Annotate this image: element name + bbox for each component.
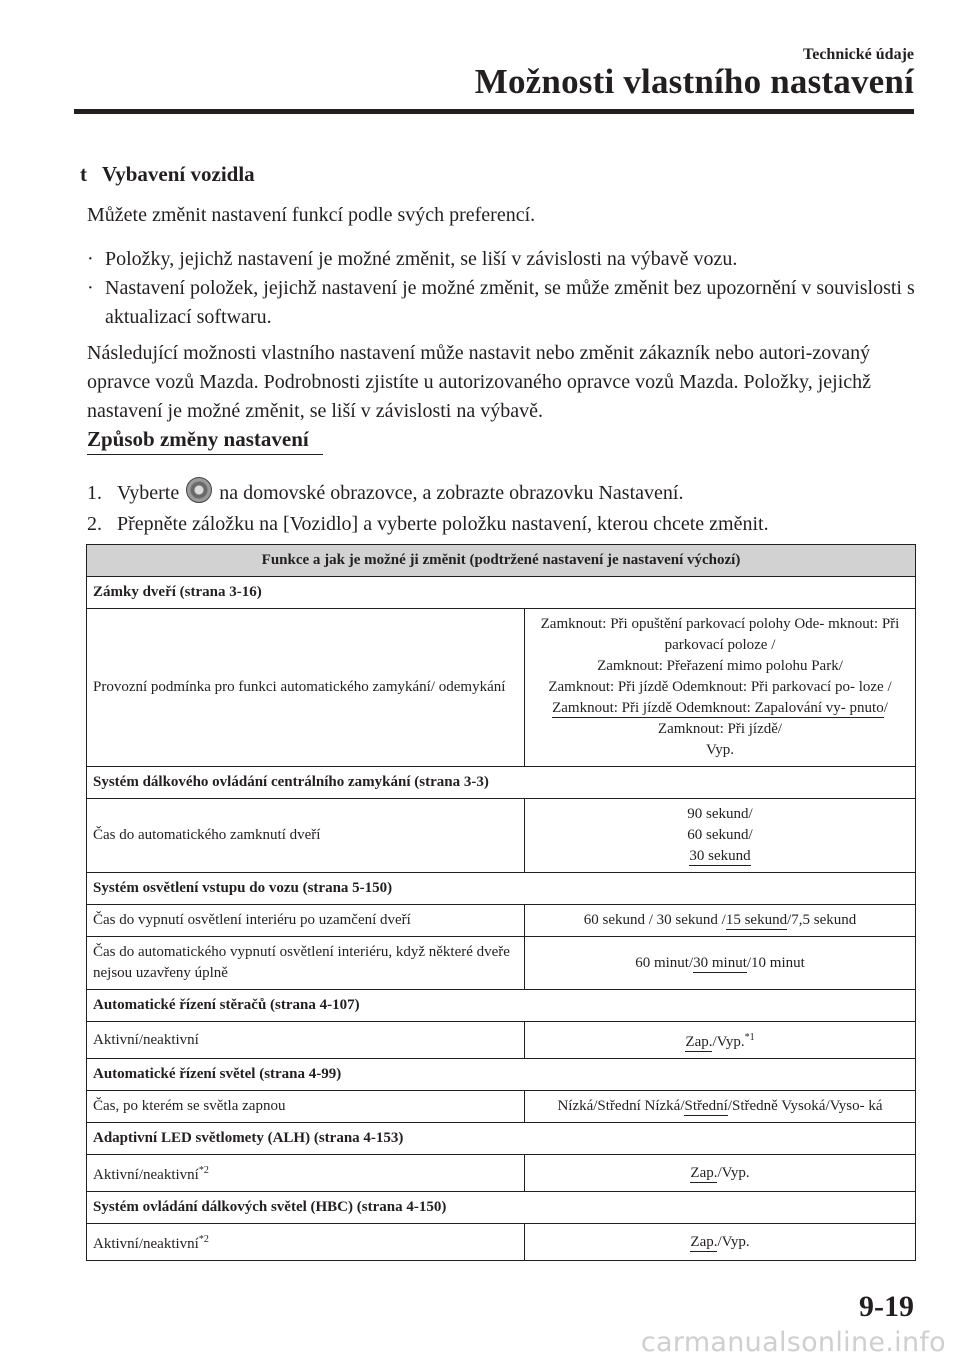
category-hbc: Systém ovládání dálkových světel (HBC) (strana 4-150) bbox=[87, 1192, 916, 1224]
step-text: Přepněte záložku na [Vozidlo] a vyberte položku nastavení, kterou chcete změnit. bbox=[117, 513, 769, 535]
category-lights: Automatické řízení světel (strana 4-99) bbox=[87, 1059, 916, 1091]
body-paragraph: Následující možnosti vlastního nastavení může nastavit nebo změnit zákazník nebo autori-zovaný opravce vozů Mazda. Podrobnosti zjistíte u autorizovaného opravce vozů Mazda. Položky, jejichž nastavení je možné změnit, se liší v závislosti na výbavě. bbox=[87, 342, 872, 422]
bullet-list bbox=[87, 245, 917, 332]
table-category-row bbox=[87, 1059, 916, 1091]
row-label: Čas do automatického vypnutí osvětlení interiéru, když některé dveře nejsou uzavřeny úplně bbox=[87, 937, 525, 990]
default-value: 15 sekund bbox=[725, 912, 788, 928]
row-value bbox=[525, 1155, 916, 1192]
table-row bbox=[87, 799, 916, 873]
row-label: Čas do automatického zamknutí dveří bbox=[87, 799, 525, 873]
value-option bbox=[531, 698, 909, 719]
row-value bbox=[525, 937, 916, 990]
settings-table bbox=[86, 544, 916, 1261]
value-option bbox=[531, 846, 909, 867]
value-text: /Vyp. bbox=[717, 1233, 750, 1250]
step-text: na domovské obrazovce, a zobrazte obrazovku Nastavení. bbox=[219, 482, 684, 504]
table-category-row bbox=[87, 1192, 916, 1224]
category-wipers: Automatické řízení stěračů (strana 4-107) bbox=[87, 990, 916, 1022]
category-remote-lock: Systém dálkového ovládání centrálního zamykání (strana 3-3) bbox=[87, 767, 916, 799]
row-label: Čas, po kterém se světla zapnou bbox=[87, 1091, 525, 1123]
header-section-label: Technické údaje bbox=[803, 46, 914, 63]
default-value: Zap. bbox=[690, 1164, 718, 1181]
table-category-row bbox=[87, 577, 916, 609]
row-label: Čas do vypnutí osvětlení interiéru po uzamčení dveří bbox=[87, 905, 525, 937]
step-number: 1. bbox=[87, 482, 102, 504]
value-option: 60 sekund/ bbox=[687, 827, 753, 843]
table-category-row bbox=[87, 767, 916, 799]
section-heading-text: Vybavení vozidla bbox=[102, 162, 255, 186]
row-label: Aktivní/neaktivní bbox=[87, 1022, 525, 1059]
subheading-underline bbox=[87, 454, 323, 455]
default-value: 30 minut bbox=[693, 954, 747, 971]
value-text: /Vyp. bbox=[717, 1164, 750, 1181]
value-option: Vyp. bbox=[706, 742, 734, 758]
step-1 bbox=[87, 477, 769, 509]
value-option: Zamknout: Přeřazení mimo polohu Park/ bbox=[597, 658, 843, 674]
page-title: Možnosti vlastního nastavení bbox=[474, 62, 914, 101]
value-option: Zamknout: Při opuštění parkovací polohy Ode- mknout: Při parkovací poloze / bbox=[540, 616, 900, 653]
value-text: /7,5 sekund bbox=[787, 912, 857, 928]
step-text: Vyberte bbox=[117, 482, 180, 504]
table-row bbox=[87, 1022, 916, 1059]
row-value bbox=[525, 905, 916, 937]
table-header-row bbox=[87, 545, 916, 577]
table-category-row bbox=[87, 1123, 916, 1155]
intro-paragraph: Můžete změnit nastavení funkcí podle svých preferencí. bbox=[87, 204, 536, 226]
footnote-ref: *1 bbox=[744, 1032, 755, 1043]
subheading: Způsob změny nastavení bbox=[87, 427, 309, 451]
row-label bbox=[87, 1224, 525, 1261]
value-option: Zamknout: Při jízdě Odemknout: Při parkovací po- loze / bbox=[548, 679, 892, 695]
bullet-text: Položky, jejichž nastavení je možné změnit, se liší v závislosti na výbavě vozu. bbox=[105, 248, 738, 270]
default-value: Zamknout: Při jízdě Odemknout: Zapalování vy- pnuto bbox=[552, 700, 884, 716]
bullet-dot: · bbox=[87, 277, 94, 299]
table-row bbox=[87, 609, 916, 767]
steps-list bbox=[87, 477, 769, 540]
row-value bbox=[525, 609, 916, 767]
settings-gear-icon bbox=[186, 477, 212, 503]
row-value bbox=[525, 1091, 916, 1123]
default-value: Střední bbox=[684, 1098, 728, 1114]
category-alh: Adaptivní LED světlomety (ALH) (strana 4-153) bbox=[87, 1123, 916, 1155]
value-separator: / bbox=[883, 700, 888, 716]
step-number: 2. bbox=[87, 513, 102, 535]
bullet-dot: · bbox=[87, 248, 94, 270]
value-text: /10 minut bbox=[746, 954, 805, 971]
table-row bbox=[87, 1155, 916, 1192]
value-text: /Vyp. bbox=[712, 1034, 745, 1050]
bullet-item bbox=[87, 245, 917, 274]
footnote-ref: *2 bbox=[198, 1165, 209, 1176]
row-label bbox=[87, 1155, 525, 1192]
page-number: 9-19 bbox=[859, 1290, 914, 1323]
category-entry-light: Systém osvětlení vstupu do vozu (strana 5-150) bbox=[87, 873, 916, 905]
row-label: Provozní podmínka pro funkci automatického zamykání/ odemykání bbox=[87, 609, 525, 767]
row-value bbox=[525, 799, 916, 873]
value-text: 60 sekund / 30 sekund / bbox=[583, 912, 726, 928]
value-text: Nízká/Střední Nízká/ bbox=[557, 1098, 685, 1114]
table-row bbox=[87, 905, 916, 937]
table-row bbox=[87, 1224, 916, 1261]
table-category-row bbox=[87, 990, 916, 1022]
value-option: 90 sekund/ bbox=[687, 806, 753, 822]
row-label-text: Aktivní/neaktivní bbox=[93, 1167, 199, 1183]
bullet-item bbox=[87, 274, 917, 332]
table-category-row bbox=[87, 873, 916, 905]
value-option: Zamknout: Při jízdě/ bbox=[657, 721, 783, 737]
default-value: Zap. bbox=[685, 1034, 713, 1050]
default-value: Zap. bbox=[690, 1233, 718, 1250]
footnote-ref: *2 bbox=[198, 1234, 209, 1245]
row-value bbox=[525, 1022, 916, 1059]
header-rule bbox=[74, 109, 914, 114]
step-2 bbox=[87, 509, 769, 540]
value-text: 60 minut/ bbox=[635, 954, 694, 971]
bullet-text: Nastavení položek, jejichž nastavení je možné změnit, se může změnit bez upozornění v souvislosti s aktualizací softwaru. bbox=[105, 277, 915, 328]
table-row bbox=[87, 937, 916, 990]
category-door-locks: Zámky dveří (strana 3-16) bbox=[87, 577, 916, 609]
watermark: carmanualsonline.info bbox=[640, 1327, 946, 1358]
row-label-text: Aktivní/neaktivní bbox=[93, 1236, 199, 1252]
value-text: /Středně Vysoká/Vyso- ká bbox=[727, 1098, 883, 1114]
default-value: 30 sekund bbox=[689, 848, 751, 864]
row-value bbox=[525, 1224, 916, 1261]
section-heading bbox=[80, 162, 255, 187]
table-header: Funkce a jak je možné ji změnit (podtržené nastavení je nastavení výchozí) bbox=[87, 545, 916, 577]
section-marker: t bbox=[80, 162, 87, 186]
table-row bbox=[87, 1091, 916, 1123]
